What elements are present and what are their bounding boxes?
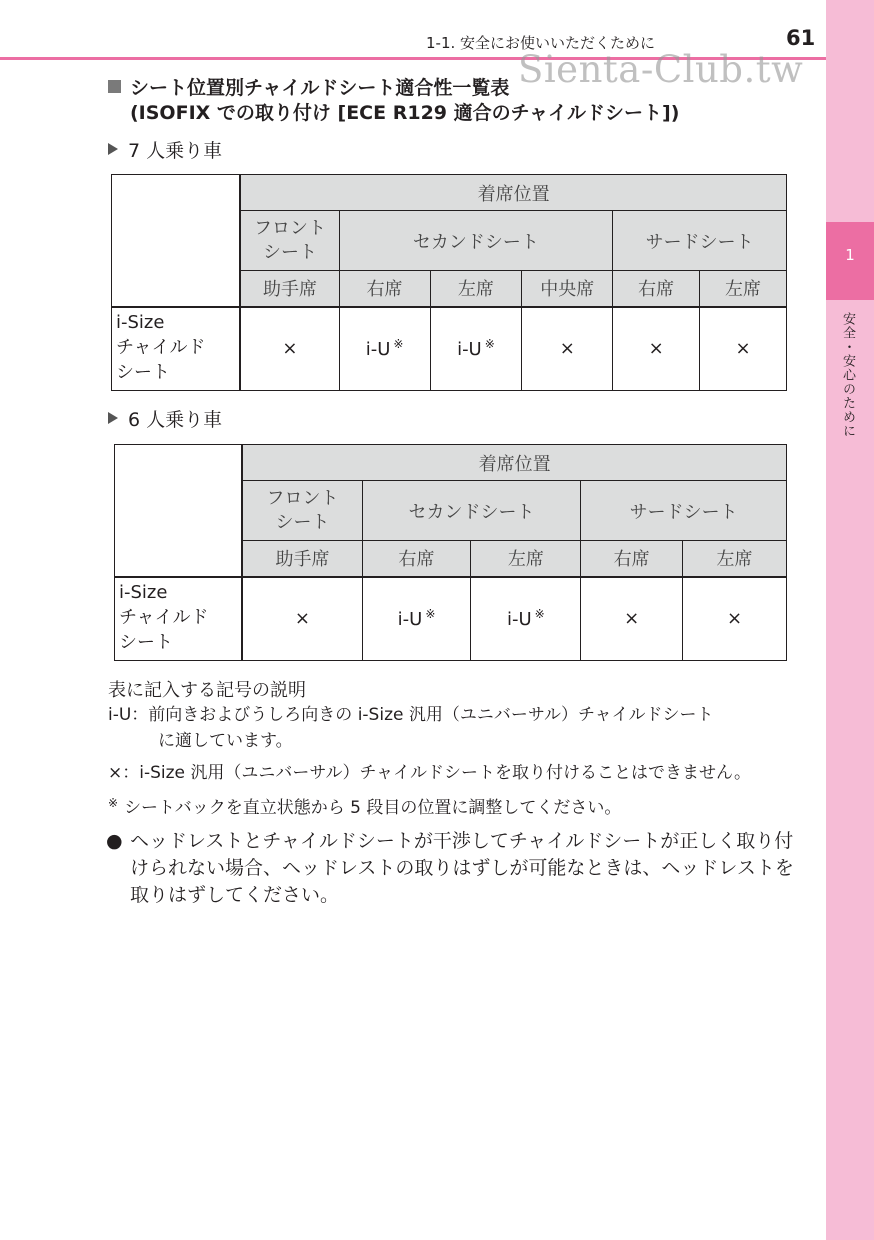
cell-value: × xyxy=(559,338,575,360)
watermark: Sienta-Club.tw xyxy=(518,48,804,91)
caution-bullet xyxy=(106,828,806,909)
legend-iu xyxy=(108,702,714,754)
table-corner xyxy=(115,445,243,577)
note-mark: ※ xyxy=(534,607,545,622)
cell-second-left xyxy=(471,577,581,661)
cell-second-right xyxy=(339,307,430,391)
position-second-center: 中央席 xyxy=(522,271,613,307)
subtitle-7-seater xyxy=(108,136,222,163)
compatibility-table-7-seater xyxy=(111,174,787,391)
cell-value: × xyxy=(282,338,298,360)
position-third-right: 右席 xyxy=(581,541,683,577)
caution-text: ヘッドレストとチャイルドシートが干渉してチャイルドシートが正しく取り付けられない場合、ヘッドレストの取りはずしが可能なときは、ヘッドレストを取りはずしてください。 xyxy=(130,830,794,906)
page-number: 61 xyxy=(786,26,816,50)
group-second-seat: セカンドシート xyxy=(339,211,613,271)
cell-second-right xyxy=(362,577,471,661)
group-front-seat: フロント シート xyxy=(240,211,339,271)
cell-value: i-U xyxy=(397,609,423,631)
bullet-dot-icon: ● xyxy=(106,830,123,852)
cell-value: i-U xyxy=(507,609,532,631)
group-front-seat: フロント シート xyxy=(242,481,362,541)
section-reference: 1-1. 安全にお使いいただくために xyxy=(426,34,656,52)
footnote-mark: ※ xyxy=(108,796,119,810)
cell-value: i-U xyxy=(457,339,482,361)
row-label-isize: i-Size チャイルド シート xyxy=(112,307,241,391)
footnote-text: シートバックを直立状態から 5 段目の位置に調整してください。 xyxy=(124,798,622,818)
legend-title: 表に記入する記号の説明 xyxy=(108,680,306,701)
subtitle-7-text: 7 人乗り車 xyxy=(128,140,223,162)
cell-second-left xyxy=(430,307,522,391)
chapter-number: 1 xyxy=(845,246,855,264)
footnote xyxy=(108,793,621,818)
cell-value: × xyxy=(727,608,743,630)
seating-position-header: 着席位置 xyxy=(242,445,786,481)
note-mark: ※ xyxy=(484,337,495,352)
group-third-seat: サードシート xyxy=(613,211,787,271)
cell-third-right xyxy=(581,577,683,661)
row-label-isize: i-Size チャイルド シート xyxy=(115,577,243,661)
title-line-2: (ISOFIX での取り付け [ECE R129 適合のチャイルドシート]) xyxy=(130,102,680,124)
position-second-left: 左席 xyxy=(430,271,522,307)
compatibility-table-6-seater xyxy=(114,444,787,661)
cell-value: × xyxy=(648,338,664,360)
table-corner xyxy=(112,175,241,307)
note-mark: ※ xyxy=(425,607,436,622)
cell-third-left xyxy=(683,577,787,661)
triangle-bullet-icon xyxy=(108,143,118,155)
cell-front-passenger xyxy=(240,307,339,391)
cell-third-left xyxy=(700,307,787,391)
legend-iu-line-1: i-U：前向きおよびうしろ向きの i-Size 汎用（ユニバーサル）チャイルドシート xyxy=(108,705,714,725)
subtitle-6-seater xyxy=(108,405,222,432)
position-third-left: 左席 xyxy=(700,271,787,307)
cell-front-passenger xyxy=(242,577,362,661)
group-third-seat: サードシート xyxy=(581,481,787,541)
position-second-right: 右席 xyxy=(362,541,471,577)
subtitle-6-text: 6 人乗り車 xyxy=(128,409,223,431)
group-second-seat: セカンドシート xyxy=(362,481,581,541)
triangle-bullet-icon xyxy=(108,412,118,424)
cell-value: i-U xyxy=(365,339,391,361)
note-mark: ※ xyxy=(393,337,404,352)
position-second-left: 左席 xyxy=(471,541,581,577)
title-line-1: シート位置別チャイルドシート適合性一覧表 xyxy=(130,77,510,99)
cell-second-center xyxy=(522,307,613,391)
position-third-right: 右席 xyxy=(613,271,700,307)
position-second-right: 右席 xyxy=(339,271,430,307)
position-front-passenger: 助手席 xyxy=(240,271,339,307)
legend-iu-line-2: に適しています。 xyxy=(158,731,293,751)
cell-value: × xyxy=(735,338,751,360)
cell-third-right xyxy=(613,307,700,391)
legend-x: ×：i-Size 汎用（ユニバーサル）チャイルドシートを取り付けることはできません。 xyxy=(108,763,752,783)
seating-position-header: 着席位置 xyxy=(240,175,786,211)
square-bullet-icon xyxy=(108,80,121,93)
position-third-left: 左席 xyxy=(683,541,787,577)
position-front-passenger: 助手席 xyxy=(242,541,362,577)
chapter-title: 安全・安心のために xyxy=(840,312,855,438)
cell-value: × xyxy=(624,608,640,630)
chapter-tab xyxy=(826,222,874,300)
chapter-sidebar xyxy=(826,0,874,1240)
cell-value: × xyxy=(294,608,311,630)
